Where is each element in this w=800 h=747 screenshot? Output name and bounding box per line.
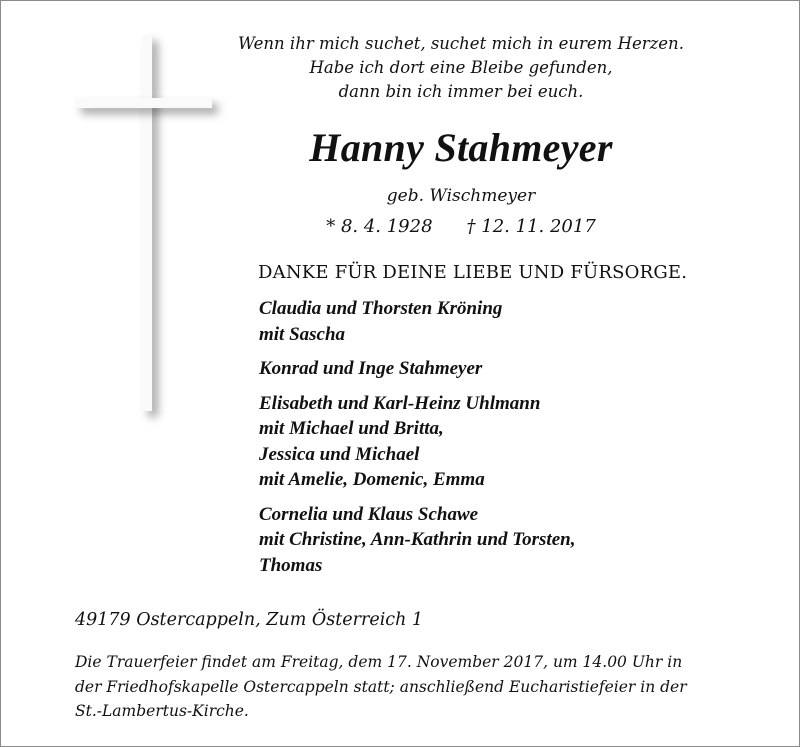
funeral-line: Die Trauerfeier findet am Freitag, dem 17. November 2017, um 14.00 Uhr in xyxy=(75,653,683,671)
family-line: mit Sascha xyxy=(259,323,346,345)
cross-vertical-beam xyxy=(142,35,152,411)
funeral-line: St.-Lambertus-Kirche. xyxy=(75,702,249,720)
family-group xyxy=(259,502,779,579)
deceased-name: Hanny Stahmeyer xyxy=(309,125,613,170)
family-group xyxy=(259,296,779,347)
family-line: mit Amelie, Domenic, Emma xyxy=(259,469,485,490)
cross-horizontal-beam xyxy=(75,98,212,108)
address: 49179 Ostercappeln, Zum Österreich 1 xyxy=(75,610,424,630)
poem xyxy=(201,32,721,104)
family-line: Elisabeth und Karl-Heinz Uhlmann xyxy=(259,392,541,414)
family-line: Thomas xyxy=(259,554,323,576)
family-line: Claudia und Thorsten Kröning xyxy=(259,298,503,319)
thanks-line: DANKE FÜR DEINE LIEBE UND FÜRSORGE. xyxy=(258,262,688,283)
poem-line: dann bin ich immer bei euch. xyxy=(338,82,584,101)
maiden-name: geb. Wischmeyer xyxy=(386,186,536,206)
family-group xyxy=(259,356,779,382)
family-line: Jessica und Michael xyxy=(259,443,420,465)
life-dates xyxy=(201,214,721,240)
death-date: † 12. 11. 2017 xyxy=(466,216,596,237)
birth-date: * 8. 4. 1928 xyxy=(326,216,433,237)
family-line: Cornelia und Klaus Schawe xyxy=(259,503,479,525)
poem-line: Habe ich dort eine Bleibe gefunden, xyxy=(309,58,613,77)
family-line: mit Michael und Britta, xyxy=(259,418,444,439)
mourners-list xyxy=(259,296,779,587)
family-line: mit Christine, Ann-Kathrin und Torsten, xyxy=(259,529,576,550)
family-group xyxy=(259,391,779,493)
family-line: Konrad und Inge Stahmeyer xyxy=(259,358,483,379)
poem-line: Wenn ihr mich suchet, suchet mich in eurem Herzen. xyxy=(238,34,684,53)
funeral-line: der Friedhofskapelle Ostercappeln statt; anschließend Eucharistiefeier in der xyxy=(75,677,687,696)
funeral-notice xyxy=(75,650,775,724)
